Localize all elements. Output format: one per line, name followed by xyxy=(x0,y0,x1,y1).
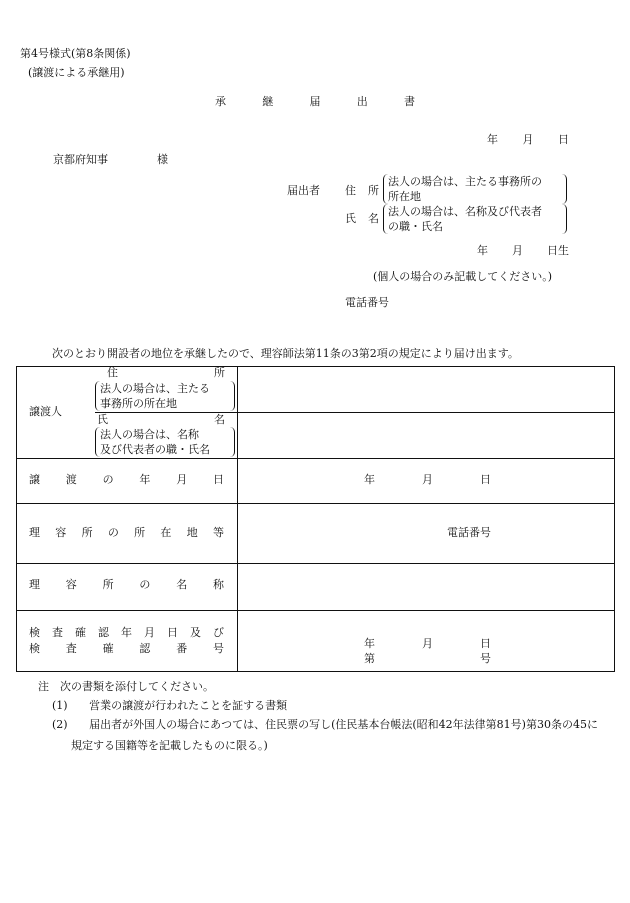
table-line xyxy=(17,503,614,504)
note-line: 法人の場合は、主たる事務所の xyxy=(388,175,542,188)
label-char: 年 xyxy=(139,473,151,486)
label-char: 日 xyxy=(212,473,224,486)
label-char: の xyxy=(139,578,151,591)
day-label: 日 xyxy=(480,637,491,650)
title-char: 継 xyxy=(262,95,274,108)
applicant-address-label xyxy=(345,184,379,198)
note-line: の職・氏名 xyxy=(388,220,443,233)
label-char: 号 xyxy=(212,642,224,655)
birth-date xyxy=(477,244,569,258)
statement-text: 次のとおり開設者の地位を承継したので、理容師法第11条の3第2項の規定により届け出ます。 xyxy=(52,347,519,360)
inspection-date-value xyxy=(364,637,491,651)
title-char: 届 xyxy=(309,95,321,108)
label-char: 住 xyxy=(107,366,118,379)
transferor-address-note xyxy=(95,381,235,411)
label-char: 認 xyxy=(139,642,151,655)
label-char: 所 xyxy=(368,184,379,197)
note-line: 法人の場合は、名称及び代表者 xyxy=(388,205,542,218)
number-suffix: 号 xyxy=(480,652,491,665)
transferor-label: 譲渡人 xyxy=(29,405,62,418)
shop-location-label xyxy=(29,526,224,540)
date-month-label: 月 xyxy=(522,133,534,146)
date-day-label: 日 xyxy=(558,133,569,146)
transfer-date-value xyxy=(364,473,491,487)
note-line: 所在地 xyxy=(388,190,421,203)
label-char: 検 xyxy=(29,642,40,655)
label-char: 等 xyxy=(212,526,224,539)
label-char: 称 xyxy=(212,578,224,591)
note-item-1 xyxy=(52,696,287,715)
page-title xyxy=(215,95,415,109)
applicant-name-note xyxy=(383,204,567,234)
label-char: 検 xyxy=(29,626,40,639)
label-char: 渡 xyxy=(65,473,77,486)
label-char: 査 xyxy=(52,626,63,639)
birth-month-label: 月 xyxy=(512,244,523,257)
label-char: の xyxy=(102,473,114,486)
form-variant: (譲渡による承継用) xyxy=(28,66,125,79)
inspection-date-label xyxy=(29,626,224,640)
title-char: 出 xyxy=(356,95,368,108)
table-line xyxy=(17,610,614,611)
shop-name-label xyxy=(29,578,224,592)
label-char: 氏 xyxy=(97,413,108,426)
label-char: 容 xyxy=(55,526,67,539)
label-char: 理 xyxy=(29,578,40,591)
year-label: 年 xyxy=(364,473,375,486)
label-char: 名 xyxy=(214,413,225,426)
note-line: 及び代表者の職・氏名 xyxy=(100,443,210,456)
submission-date xyxy=(487,133,569,147)
birth-day-label: 日生 xyxy=(547,244,569,257)
label-char: 年 xyxy=(121,626,132,639)
label-char: 所 xyxy=(102,578,114,591)
label-char: 日 xyxy=(167,626,178,639)
table-line xyxy=(17,563,614,564)
applicant-label: 届出者 xyxy=(287,184,320,197)
number-prefix: 第 xyxy=(364,652,375,665)
form-number: 第4号様式(第8条関係) xyxy=(20,47,131,60)
applicant-address-note xyxy=(383,174,567,204)
notes-heading: 注 次の書類を添付してください。 xyxy=(38,680,214,693)
label-char: 月 xyxy=(176,473,188,486)
label-char: 氏 xyxy=(345,212,356,225)
title-char: 承 xyxy=(215,95,226,108)
label-char: 住 xyxy=(345,184,356,197)
label-char: 名 xyxy=(176,578,188,591)
note-text: 営業の譲渡が行われたことを証する書類 xyxy=(89,699,288,712)
succession-table xyxy=(16,366,615,672)
month-label: 月 xyxy=(422,473,433,486)
transferor-name-label xyxy=(97,413,225,427)
note-line: 事務所の所在地 xyxy=(100,397,177,410)
note-item-2-continued: 規定する国籍等を記載したものに限る。) xyxy=(71,739,268,752)
label-char: 理 xyxy=(29,526,40,539)
note-number: (1) xyxy=(52,699,68,712)
note-text: 届出者が外国人の場合にあつては、住民票の写し(住民基本台帳法(昭和42年法律第81号)第30条の45に xyxy=(89,718,598,731)
birth-year-label: 年 xyxy=(477,244,488,257)
label-char: 在 xyxy=(160,526,172,539)
shop-phone-label: 電話番号 xyxy=(447,526,491,539)
label-char: 容 xyxy=(65,578,77,591)
month-label: 月 xyxy=(422,637,433,650)
title-char: 書 xyxy=(404,95,415,108)
date-year-label: 年 xyxy=(487,133,498,146)
addressee-honorific: 様 xyxy=(157,153,168,166)
transferor-name-note xyxy=(95,427,235,457)
inspection-number-label xyxy=(29,642,224,656)
label-char: 譲 xyxy=(29,473,40,486)
note-line: 法人の場合は、名称 xyxy=(100,428,199,441)
individual-note: (個人の場合のみ記載してください。) xyxy=(373,270,553,283)
note-item-2 xyxy=(52,715,598,734)
label-char: び xyxy=(213,626,224,639)
addressee-name: 京都府知事 xyxy=(53,153,108,166)
label-char: 地 xyxy=(186,526,198,539)
label-char: 名 xyxy=(368,212,379,225)
notes-section xyxy=(38,677,214,696)
label-char: 所 xyxy=(134,526,146,539)
note-line: 法人の場合は、主たる xyxy=(100,382,210,395)
label-char: の xyxy=(107,526,119,539)
label-char: 月 xyxy=(144,626,155,639)
applicant-name-label xyxy=(345,212,379,226)
day-label: 日 xyxy=(480,473,491,486)
label-char: 所 xyxy=(214,366,225,379)
inspection-number-value xyxy=(364,652,491,666)
label-char: 査 xyxy=(65,642,77,655)
label-char: 所 xyxy=(81,526,93,539)
transferor-address-label xyxy=(107,366,225,380)
label-char: 確 xyxy=(102,642,114,655)
label-char: 確 xyxy=(75,626,86,639)
applicant-phone-label: 電話番号 xyxy=(345,296,389,309)
label-char: 番 xyxy=(176,642,188,655)
note-number: (2) xyxy=(52,718,68,731)
transfer-date-label xyxy=(29,473,224,487)
year-label: 年 xyxy=(364,637,375,650)
table-line xyxy=(17,458,614,459)
label-char: 認 xyxy=(98,626,109,639)
label-char: 及 xyxy=(190,626,201,639)
